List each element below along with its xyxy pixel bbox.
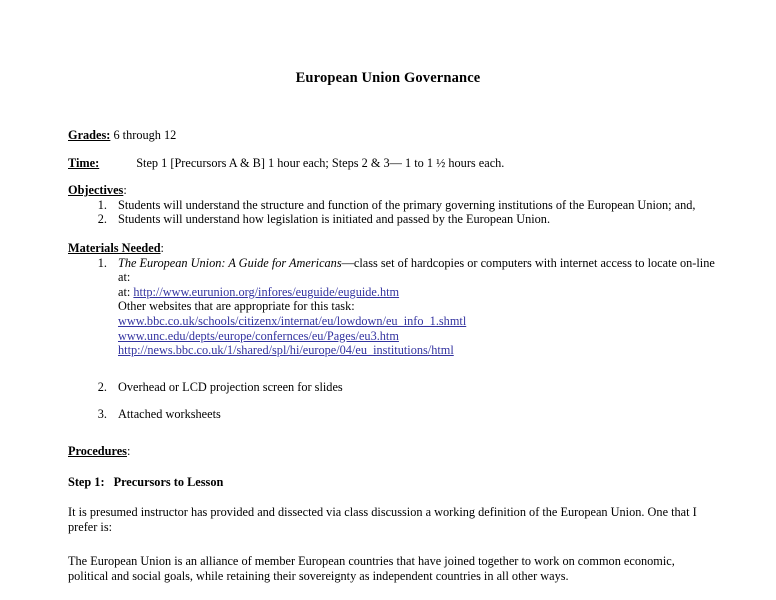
spacer (68, 227, 720, 241)
objectives-label: Objectives (68, 183, 124, 198)
step1-number: Step 1: (68, 474, 105, 489)
step1-title: Precursors to Lesson (113, 474, 224, 489)
materials-colon: : (160, 240, 164, 255)
spacer (68, 422, 720, 444)
objectives-list (68, 198, 720, 227)
resource-description: —class set of hardcopies or computers with internet access to locate on-line at: (118, 255, 715, 285)
procedures-heading (68, 444, 720, 459)
spacer (68, 87, 720, 128)
spacer (68, 143, 720, 156)
at-prefix: at: (118, 284, 131, 299)
spacer (68, 459, 720, 475)
list-item: 2. Students will understand how legislation is initiated and passed by the European Union. (110, 212, 720, 227)
step1-paragraph-1: It is presumed instructor has provided and dissected via class discussion a working definition of the European Union. One that I prefer is: (68, 505, 697, 535)
step1-paragraph-2: The European Union is an alliance of member European countries that have joined together to work on common economic, political and social goals, while retaining their sovereignty as independent countries in all other ways. (68, 553, 675, 583)
grades-value: 6 through 12 (113, 128, 177, 142)
objectives-colon: : (123, 183, 127, 198)
spacer (68, 170, 720, 183)
time-value: Step 1 [Precursors A & B] 1 hour each; Steps 2 & 3— 1 to 1 ½ hours each. (136, 155, 505, 170)
step1-heading (68, 475, 720, 490)
list-item: 3. Attached worksheets (110, 407, 720, 422)
grades-line (68, 128, 720, 143)
list-item: 1. Students will understand the structure and function of the primary governing institutions of the European Union; and, (110, 198, 720, 213)
main-link-row (118, 285, 720, 300)
resource-title: The European Union: A Guide for Americans (118, 255, 342, 270)
bbc-citizenx-link[interactable]: www.bbc.co.uk/schools/citizenx/internat/eu/lowdown/eu_info_1.shmtl (118, 313, 467, 328)
time-label: Time: (68, 155, 100, 170)
procedures-colon: : (126, 443, 131, 458)
list-item: 2. Overhead or LCD projection screen for slides (110, 380, 720, 395)
list-item (110, 256, 720, 358)
procedures-label: Procedures (68, 443, 127, 458)
unc-europe-link[interactable]: www.unc.edu/depts/europe/confernces/eu/Pages/eu3.htm (118, 328, 399, 343)
objectives-heading (68, 183, 720, 198)
grades-label: Grades: (68, 128, 111, 142)
materials-heading (68, 241, 720, 256)
page-title: European Union Governance (295, 70, 481, 86)
spacer (68, 536, 720, 554)
time-line (68, 156, 720, 171)
materials-list (68, 256, 720, 422)
spacer (68, 489, 720, 505)
other-websites-label: Other websites that are appropriate for this task: (118, 299, 355, 314)
euguide-link[interactable]: http://www.eurunion.org/infores/euguide/euguide.htm (133, 284, 400, 299)
materials-label: Materials Needed (68, 240, 161, 255)
bbc-news-institutions-link[interactable]: http://news.bbc.co.uk/1/shared/spl/hi/europe/04/eu_institutions/html (118, 343, 454, 358)
